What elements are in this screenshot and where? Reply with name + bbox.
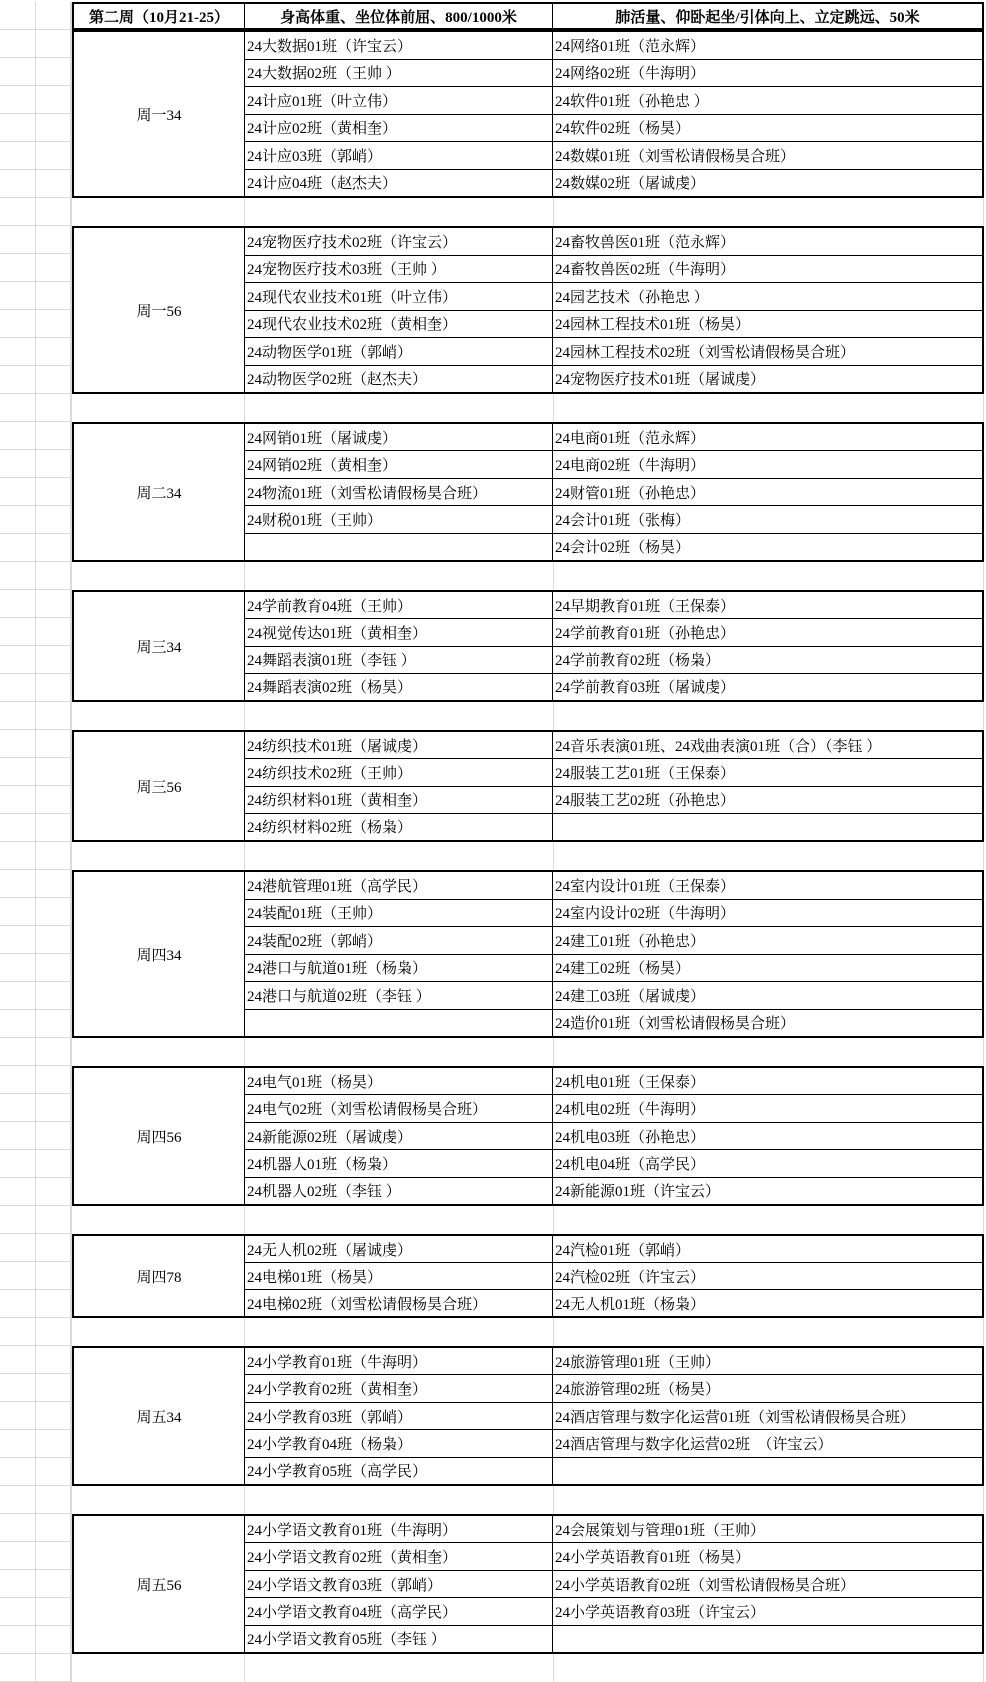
schedule-row <box>245 1289 982 1316</box>
class-cell-left[interactable]: 24小学语文教育02班（黄相奎） <box>245 1543 553 1569</box>
class-cell-left[interactable]: 24现代农业技术02班（黄相奎） <box>245 311 553 338</box>
class-cell-right[interactable]: 24服装工艺02班（孙艳忠） <box>555 793 736 810</box>
class-cell-left[interactable] <box>245 1010 553 1037</box>
schedule-row <box>245 59 982 87</box>
class-cell-right[interactable] <box>553 1626 982 1652</box>
schedule-row <box>245 1457 982 1484</box>
class-cell-left[interactable]: 24宠物医疗技术03班（王帅 ） <box>245 256 553 283</box>
class-cell-left[interactable]: 24动物医学01班（郭峭） <box>245 338 553 365</box>
schedule-row <box>245 732 982 758</box>
class-cell-left[interactable]: 24舞蹈表演02班（杨昊） <box>245 674 553 700</box>
schedule-row <box>245 618 982 645</box>
class-cell-left[interactable]: 24现代农业技术01班（叶立伟） <box>245 283 553 310</box>
class-cell-left[interactable]: 24新能源02班（屠诚虔） <box>245 1123 553 1149</box>
class-cell-right[interactable]: 24汽检01班（郭峭） <box>555 1242 691 1259</box>
class-cell-right[interactable]: 24早期教育01班（王保泰） <box>555 598 736 615</box>
class-cell-right[interactable]: 24网络01班（范永辉） <box>555 38 706 55</box>
schedule-row <box>245 954 982 982</box>
schedule-row <box>245 592 982 618</box>
test-group-1-header-cell[interactable]: 身高体重、坐位体前屈、800/1000米 <box>245 4 553 28</box>
class-cell-right[interactable]: 24小学英语教育01班（杨昊） <box>555 1550 751 1567</box>
schedule-row <box>245 1570 982 1597</box>
class-cell-left[interactable]: 24小学教育04班（杨枭） <box>245 1430 553 1456</box>
class-cell-right[interactable]: 24建工03班（屠诚虔） <box>555 988 706 1005</box>
schedule-row <box>245 141 982 169</box>
class-cell-right[interactable]: 24酒店管理与数字化运营01班（刘雪松请假杨昊合班） <box>555 1409 916 1426</box>
class-cell-left[interactable]: 24计应02班（黄相奎） <box>245 115 553 142</box>
day-period-label[interactable]: 周一56 <box>74 228 245 392</box>
schedule-row <box>245 478 982 505</box>
class-cell-right[interactable]: 24机电01班（王保泰） <box>555 1074 706 1091</box>
schedule-row <box>245 1122 982 1149</box>
class-cell-left[interactable]: 24小学教育03班（郭峭） <box>245 1403 553 1429</box>
class-cell-left[interactable]: 24港口与航道01班（杨枭） <box>245 955 553 982</box>
schedule-row <box>245 505 982 532</box>
class-cell-right[interactable]: 24宠物医疗技术01班（屠诚虔） <box>555 372 766 389</box>
schedule-row <box>245 1402 982 1429</box>
class-cell-left[interactable]: 24无人机02班（屠诚虔） <box>245 1236 553 1262</box>
day-period-label[interactable]: 周三56 <box>74 732 245 840</box>
class-cell-right[interactable]: 24会计01班（张梅） <box>555 512 691 529</box>
class-cell-right[interactable]: 24学前教育01班（孙艳忠） <box>555 625 736 642</box>
class-cell-right[interactable] <box>553 1458 982 1484</box>
schedule-section-周四78 <box>72 1234 984 1318</box>
class-cell-left[interactable]: 24学前教育04班（王帅） <box>245 592 553 618</box>
class-cell-left[interactable]: 24装配01班（王帅） <box>245 900 553 927</box>
class-cell-right[interactable]: 24室内设计01班（王保泰） <box>555 878 736 895</box>
class-cell-right[interactable]: 24造价01班（刘雪松请假杨昊合班） <box>555 1016 796 1033</box>
schedule-section-周一34 <box>72 30 984 198</box>
week-header-cell[interactable]: 第二周（10月21-25） <box>74 4 245 28</box>
class-cell-left[interactable]: 24小学教育05班（高学民） <box>245 1458 553 1484</box>
schedule-row <box>245 872 982 899</box>
class-cell-right[interactable] <box>553 814 982 840</box>
class-cell-right[interactable]: 24电商01班（范永辉） <box>555 430 706 447</box>
class-cell-right[interactable]: 24电商02班（牛海明） <box>555 458 706 475</box>
class-cell-left[interactable]: 24电梯01班（杨昊） <box>245 1263 553 1289</box>
schedule-row <box>245 169 982 197</box>
day-period-label[interactable]: 周一34 <box>74 32 245 196</box>
schedule-row <box>245 1374 982 1401</box>
schedule-row <box>245 424 982 450</box>
test-group-2-header-cell[interactable]: 肺活量、仰卧起坐/引体向上、立定跳远、50米 <box>615 9 920 26</box>
class-cell-left[interactable]: 24网销01班（屠诚虔） <box>245 424 553 450</box>
schedule-row <box>245 758 982 785</box>
class-cell-left[interactable]: 24小学语文教育03班（郭峭） <box>245 1571 553 1597</box>
schedule-section-周四56 <box>72 1066 984 1206</box>
class-cell-left[interactable]: 24计应04班（赵杰夫） <box>245 170 553 197</box>
schedule-row <box>245 337 982 365</box>
schedule-section-周一56 <box>72 226 984 394</box>
class-cell-left[interactable]: 24装配02班（郭峭） <box>245 927 553 954</box>
class-cell-left[interactable]: 24电梯02班（刘雪松请假杨昊合班） <box>245 1290 553 1316</box>
class-cell-left[interactable]: 24小学语文教育05班（李钰 ） <box>245 1626 553 1652</box>
class-cell-left[interactable]: 24网销02班（黄相奎） <box>245 451 553 477</box>
class-cell-left[interactable]: 24视觉传达01班（黄相奎） <box>245 619 553 645</box>
class-cell-left[interactable]: 24舞蹈表演01班（李钰 ） <box>245 647 553 673</box>
schedule-row <box>245 786 982 813</box>
schedule-row <box>245 1262 982 1289</box>
class-cell-right[interactable]: 24园林工程技术02班（刘雪松请假杨昊合班） <box>555 344 856 361</box>
day-period-label[interactable]: 周四34 <box>74 872 245 1036</box>
schedule-row <box>245 228 982 255</box>
schedule-row <box>245 1068 982 1094</box>
schedule-row <box>245 533 982 560</box>
class-cell-right[interactable]: 24数媒01班（刘雪松请假杨昊合班） <box>555 148 796 165</box>
schedule-row <box>245 1348 982 1374</box>
class-cell-left[interactable]: 24机器人02班（李钰 ） <box>245 1178 553 1204</box>
schedule-row <box>245 899 982 927</box>
class-cell-right[interactable]: 24机电04班（高学民） <box>555 1156 706 1173</box>
schedule-row <box>245 1516 982 1542</box>
day-period-label[interactable]: 周二34 <box>74 424 245 560</box>
schedule-row <box>245 646 982 673</box>
schedule-row <box>245 1429 982 1456</box>
class-cell-right[interactable]: 24旅游管理02班（杨昊） <box>555 1382 721 1399</box>
class-cell-right[interactable]: 24软件01班（孙艳忠 ） <box>555 93 709 110</box>
class-cell-left[interactable]: 24纺织技术02班（王帅） <box>245 759 553 785</box>
schedule-row <box>245 1177 982 1204</box>
class-cell-left[interactable]: 24计应01班（叶立伟） <box>245 87 553 114</box>
schedule-row <box>245 310 982 338</box>
class-cell-right[interactable]: 24会计02班（杨昊） <box>555 540 691 557</box>
class-cell-right[interactable]: 24旅游管理01班（王帅） <box>555 1354 721 1371</box>
class-cell-right[interactable]: 24学前教育02班（杨枭） <box>555 653 721 670</box>
schedule-row <box>245 1625 982 1652</box>
class-cell-left[interactable]: 24物流01班（刘雪松请假杨昊合班） <box>245 479 553 505</box>
class-cell-left[interactable]: 24小学语文教育04班（高学民） <box>245 1598 553 1624</box>
schedule-row <box>245 1149 982 1176</box>
class-cell-right[interactable]: 24机电03班（孙艳忠） <box>555 1129 706 1146</box>
class-cell-right[interactable]: 24无人机01班（杨枭） <box>555 1296 706 1313</box>
class-cell-left[interactable]: 24小学语文教育01班（牛海明） <box>245 1516 553 1542</box>
schedule-row <box>245 1236 982 1262</box>
class-cell-right[interactable]: 24小学英语教育03班（许宝云） <box>555 1604 766 1621</box>
class-cell-right[interactable]: 24畜牧兽医01班（范永辉） <box>555 234 736 251</box>
schedule-row <box>245 1094 982 1121</box>
class-cell-right[interactable]: 24软件02班（杨昊） <box>555 121 691 138</box>
class-cell-right[interactable]: 24机电02班（牛海明） <box>555 1102 706 1119</box>
schedule-section-周五56 <box>72 1514 984 1654</box>
schedule-row <box>245 1542 982 1569</box>
schedule-row <box>245 981 982 1009</box>
day-period-label[interactable]: 周三34 <box>74 592 245 700</box>
schedule-section-周三34 <box>72 590 984 702</box>
class-cell-left[interactable] <box>245 534 553 560</box>
schedule-row <box>245 255 982 283</box>
class-cell-left[interactable]: 24宠物医疗技术02班（许宝云） <box>245 228 553 255</box>
class-cell-left[interactable]: 24港航管理01班（高学民） <box>245 872 553 899</box>
class-cell-left[interactable]: 24电气01班（杨昊） <box>245 1068 553 1094</box>
class-cell-right[interactable]: 24新能源01班（许宝云） <box>555 1184 721 1201</box>
class-cell-left[interactable]: 24纺织技术01班（屠诚虔） <box>245 732 553 758</box>
class-cell-right[interactable]: 24小学英语教育02班（刘雪松请假杨昊合班） <box>555 1577 856 1594</box>
schedule-row <box>245 813 982 840</box>
class-cell-right[interactable]: 24园林工程技术01班（杨昊） <box>555 317 751 334</box>
class-cell-right[interactable]: 24学前教育03班（屠诚虔） <box>555 680 736 697</box>
class-cell-left[interactable]: 24计应03班（郭峭） <box>245 142 553 169</box>
class-cell-right[interactable]: 24服装工艺01班（王保泰） <box>555 765 736 782</box>
class-cell-right[interactable]: 24园艺技术（孙艳忠 ） <box>555 289 709 306</box>
class-cell-left[interactable]: 24纺织材料02班（杨枭） <box>245 814 553 840</box>
class-cell-left[interactable]: 24大数据02班（王帅 ） <box>245 60 553 87</box>
class-cell-right[interactable]: 24会展策划与管理01班（王帅） <box>555 1522 766 1539</box>
schedule-row <box>245 450 982 477</box>
schedule-row <box>245 1009 982 1037</box>
day-period-label[interactable]: 周五34 <box>74 1348 245 1484</box>
class-cell-right[interactable]: 24建工01班（孙艳忠） <box>555 933 706 950</box>
class-cell-left[interactable]: 24动物医学02班（赵杰夫） <box>245 366 553 393</box>
class-cell-right[interactable]: 24畜牧兽医02班（牛海明） <box>555 262 736 279</box>
class-cell-right[interactable]: 24建工02班（杨昊） <box>555 961 691 978</box>
schedule-section-周二34 <box>72 422 984 562</box>
day-period-label[interactable]: 周四56 <box>74 1068 245 1204</box>
class-cell-left[interactable]: 24大数据01班（许宝云） <box>245 32 553 59</box>
schedule-section-周四34 <box>72 870 984 1038</box>
row-number-gutter[interactable] <box>0 2 72 1682</box>
schedule-header-row <box>72 2 984 30</box>
class-cell-right[interactable]: 24数媒02班（屠诚虔） <box>555 176 706 193</box>
class-cell-left[interactable]: 24小学教育01班（牛海明） <box>245 1348 553 1374</box>
schedule-row <box>245 673 982 700</box>
class-cell-right[interactable]: 24音乐表演01班、24戏曲表演01班（合）（李钰 ） <box>555 738 882 755</box>
class-cell-right[interactable]: 24财管01班（孙艳忠） <box>555 485 706 502</box>
schedule-row <box>245 365 982 393</box>
schedule-row <box>245 926 982 954</box>
schedule-row <box>245 1597 982 1624</box>
day-period-label[interactable]: 周五56 <box>74 1516 245 1652</box>
class-cell-left[interactable]: 24港口与航道02班（李钰 ） <box>245 982 553 1009</box>
class-cell-left[interactable]: 24纺织材料01班（黄相奎） <box>245 787 553 813</box>
schedule-row <box>245 86 982 114</box>
class-cell-right[interactable]: 24汽检02班（许宝云） <box>555 1269 706 1286</box>
schedule-row <box>245 282 982 310</box>
schedule-row <box>245 114 982 142</box>
schedule-section-周五34 <box>72 1346 984 1486</box>
class-cell-left[interactable]: 24财税01班（王帅） <box>245 506 553 532</box>
day-period-label[interactable]: 周四78 <box>74 1236 245 1316</box>
class-cell-right[interactable]: 24酒店管理与数字化运营02班 （许宝云） <box>555 1436 833 1453</box>
class-cell-right[interactable]: 24室内设计02班（牛海明） <box>555 906 736 923</box>
class-cell-left[interactable]: 24小学教育02班（黄相奎） <box>245 1375 553 1401</box>
schedule-row <box>245 32 982 59</box>
schedule-section-周三56 <box>72 730 984 842</box>
class-cell-right[interactable]: 24网络02班（牛海明） <box>555 66 706 83</box>
class-cell-left[interactable]: 24电气02班（刘雪松请假杨昊合班） <box>245 1095 553 1121</box>
class-cell-left[interactable]: 24机器人01班（杨枭） <box>245 1150 553 1176</box>
